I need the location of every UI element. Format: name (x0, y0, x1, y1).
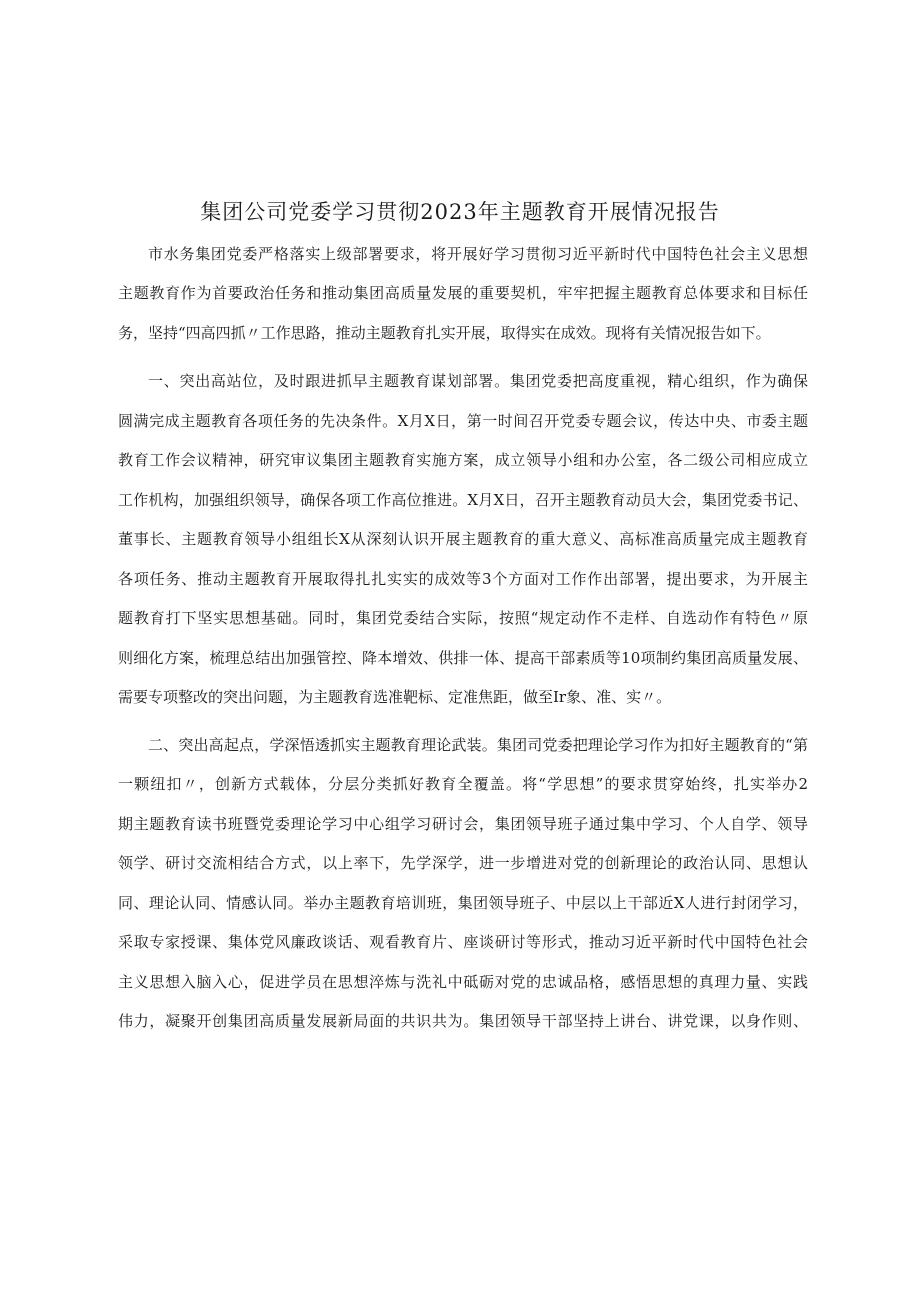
paragraph-line: 市水务集团党委严格落实上级部署要求，将开展好学习贯彻习近平新时代中国特色社会主义思想 (148, 245, 808, 263)
paragraph-line: 需要专项整改的突出问题，为主题教育选准靶标、定准焦距，做至Ir象、准、实〃。 (118, 688, 672, 706)
paragraph-line: 务，坚持“四高四抓〃工作思路，推动主题教育扎实开展，取得实在成效。现将有关情况报告如下。 (118, 324, 771, 342)
paragraph-line: 工作机构，加强组织领导，确保各项工作高位推进。X月X日，召开主题教育动员大会，集团党委书记、 (118, 491, 808, 509)
paragraph-line: 圆满完成主题教育各项任务的先决条件。X月X日，第一时间召开党委专题会议，传达中央、市委主题 (118, 412, 808, 430)
paragraph-line: 一、突出高站位，及时跟进抓早主题教育谋划部署。集团党委把高度重视，精心组织，作为确保 (148, 372, 808, 390)
document-title: 集团公司党委学习贯彻2023年主题教育开展情况报告 (200, 200, 720, 224)
paragraph-line: 各项任务、推动主题教育开展取得扎扎实实的成效等3个方面对工作作出部署，提出要求，为开展主 (118, 570, 808, 588)
paragraph-line: 则细化方案，梳理总结出加强管控、降本增效、供排一体、提高干部素质等10项制约集团高质量发展、 (118, 649, 808, 667)
paragraph-line: 主义思想入脑入心，促进学员在思想淬炼与洗礼中砥砺对党的忠诚品格，感悟思想的真理力量、实践 (118, 973, 808, 991)
paragraph-line: 教育工作会议精神，研究审议集团主题教育实施方案，成立领导小组和办公室，各二级公司相应成立 (118, 451, 808, 469)
paragraph-line: 董事长、主题教育领导小组组长X从深刻认识开展主题教育的重大意义、高标准高质量完成主题教育 (118, 530, 808, 548)
paragraph-line: 伟力，凝聚开创集团高质量发展新局面的共识共为。集团领导干部坚持上讲台、讲党课，以身作则、 (118, 1012, 808, 1030)
paragraph-line: 主题教育作为首要政治任务和推动集团高质量发展的重要契机，牢牢把握主题教育总体要求和目标任 (118, 284, 808, 302)
paragraph-line: 同、理论认同、情感认同。举办主题教育培训班，集团领导班子、中层以上干部近X人进行封闭学习， (118, 894, 808, 912)
paragraph-line: 二、突出高起点，学深悟透抓实主题教育理论武装。集团司党委把理论学习作为扣好主题教育的“第 (148, 736, 808, 754)
paragraph-line: 领学、研讨交流相结合方式，以上率下，先学深学，进一步增进对党的创新理论的政治认同、思想认 (118, 854, 808, 872)
paragraph-line: 采取专家授课、集体党风廉政谈话、观看教育片、座谈研讨等形式，推动习近平新时代中国特色社会 (118, 933, 808, 951)
paragraph-line: 期主题教育读书班暨党委理论学习中心组学习研讨会，集团领导班子通过集中学习、个人自学、领导 (118, 815, 808, 833)
paragraph-line: 一颗纽扣〃，创新方式载体，分层分类抓好教育全覆盖。将“学思想”的要求贯穿始终，扎实举办2 (118, 775, 808, 793)
paragraph-line: 题教育打下坚实思想基础。同时，集团党委结合实际，按照“规定动作不走样、自选动作有特色〃原 (118, 609, 808, 627)
